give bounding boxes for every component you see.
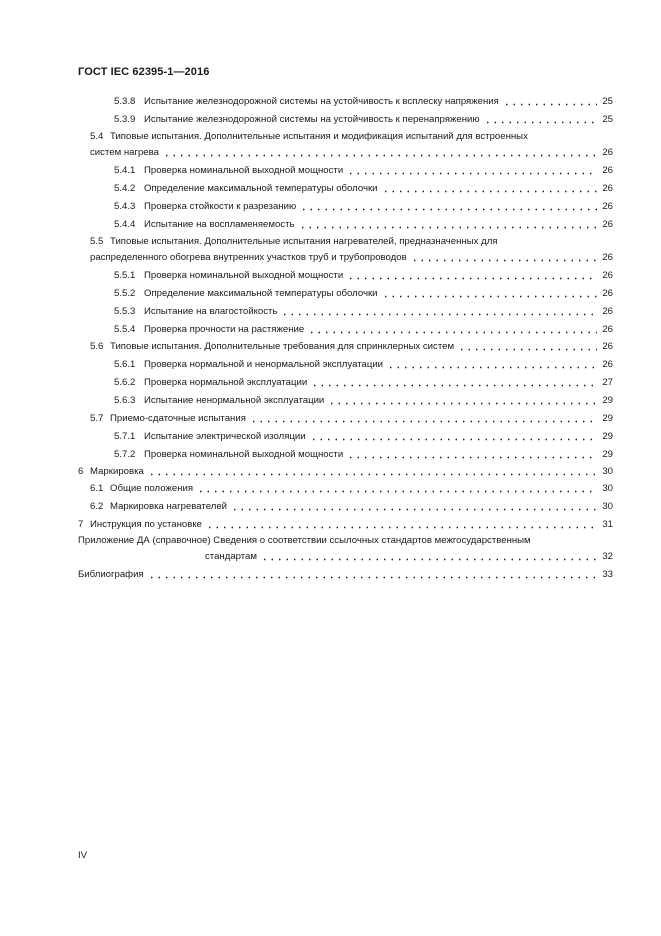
toc-entry-page: 29 <box>602 431 613 442</box>
dot-leader <box>197 490 597 493</box>
toc-entry-title: Маркировка <box>90 466 144 477</box>
dot-leader <box>250 420 597 423</box>
toc-entry[interactable] <box>90 481 613 495</box>
toc-entry-title: Определение максимальной температуры оболочки <box>144 183 378 194</box>
toc-entry-title: Испытание на воспламеняемость <box>144 219 295 230</box>
toc-entry-page: 26 <box>602 147 613 158</box>
toc-entry-title-continued: распределенного обогрева внутренних участков труб и трубопроводов <box>90 252 407 263</box>
toc-entry-page: 30 <box>602 483 613 494</box>
toc-entry-number: 5.6.3 <box>114 395 136 406</box>
toc-entry[interactable] <box>114 357 613 371</box>
document-header: ГОСТ IEC 62395-1—2016 <box>78 66 210 78</box>
dot-leader <box>299 226 598 229</box>
toc-entry-number: 7 <box>78 519 84 530</box>
toc-entry-number: 5.6 <box>90 341 104 352</box>
toc-entry-page: 26 <box>602 288 613 299</box>
toc-entry-number: 5.3.8 <box>114 96 136 107</box>
toc-entry-page: 31 <box>602 519 613 530</box>
toc-entry-number: 5.4.1 <box>114 165 136 176</box>
toc-entry-title: Проверка номинальной выходной мощности <box>144 449 344 460</box>
toc-entry[interactable] <box>114 429 613 443</box>
toc-entry-number: 5.5.4 <box>114 324 136 335</box>
toc-entry[interactable] <box>114 322 613 336</box>
toc-entry-title: Библиография <box>78 569 144 580</box>
page-number: IV <box>78 850 88 861</box>
toc-entry-title: Типовые испытания. Дополнительные испытания нагревателей, предназначенных для <box>110 236 498 247</box>
toc-entry-number: 5.6.2 <box>114 377 136 388</box>
toc-entry[interactable] <box>114 163 613 177</box>
toc-entry-page: 26 <box>602 183 613 194</box>
toc-entry-page: 27 <box>602 377 613 388</box>
toc-entry-title: Проверка нормальной и ненормальной эксплуатации <box>144 359 384 370</box>
dot-leader <box>261 558 597 561</box>
toc-entry-title: Приемо-сдаточные испытания <box>110 413 246 424</box>
dot-leader <box>347 172 597 175</box>
toc-entry-title: Испытание железнодорожной системы на устойчивость к всплеску напряжения <box>144 96 499 107</box>
dot-leader <box>458 348 597 351</box>
dot-leader <box>163 154 597 157</box>
dot-leader <box>347 456 597 459</box>
dot-leader <box>328 402 597 405</box>
toc-entry[interactable] <box>114 94 613 108</box>
toc-entry[interactable] <box>90 499 613 513</box>
toc-entry-title: Испытание на влагостойкость <box>144 306 278 317</box>
toc-entry-title: Инструкция по установке <box>90 519 202 530</box>
toc-entry-number: 5.7.1 <box>114 431 136 442</box>
toc-entry-number: 6.1 <box>90 483 104 494</box>
toc-entry-number: 5.4 <box>90 131 104 142</box>
dot-leader <box>311 384 597 387</box>
toc-entry[interactable] <box>114 199 613 213</box>
toc-entry-title: Приложение ДА (справочное) Сведения о соответствии ссылочных стандартов межгосударственным <box>78 535 531 546</box>
toc-entry[interactable] <box>114 393 613 407</box>
toc-entry-page: 26 <box>602 165 613 176</box>
toc-entry[interactable] <box>114 268 613 282</box>
toc-entry[interactable] <box>90 145 613 159</box>
toc-entry-title: Испытание ненормальной эксплуатации <box>144 395 325 406</box>
toc-entry-page: 26 <box>602 341 613 352</box>
toc-entry-page: 26 <box>602 270 613 281</box>
toc-entry-number: 5.7.2 <box>114 449 136 460</box>
toc-entry-first-line[interactable] <box>90 131 528 143</box>
toc-entry-title: Испытание железнодорожной системы на устойчивость к перенапряжению <box>144 114 480 125</box>
toc-entry[interactable] <box>114 181 613 195</box>
toc-entry[interactable] <box>114 447 613 461</box>
dot-leader <box>308 331 597 334</box>
toc-entry-title: Проверка стойкости к разрезанию <box>144 201 297 212</box>
toc-entry-title: Определение максимальной температуры оболочки <box>144 288 378 299</box>
dot-leader <box>484 121 597 124</box>
toc-entry-title: Типовые испытания. Дополнительные испытания и модификация испытаний для встроенных <box>110 131 528 142</box>
toc-entry-page: 26 <box>602 359 613 370</box>
toc-entry-title: Маркировка нагревателей <box>110 501 228 512</box>
dot-leader <box>382 190 597 193</box>
toc-entry-page: 25 <box>602 96 613 107</box>
toc-entry[interactable] <box>90 411 613 425</box>
dot-leader <box>310 438 597 441</box>
toc-entry-first-line[interactable] <box>90 236 498 248</box>
toc-entry-page: 26 <box>602 324 613 335</box>
toc-entry-title: Проверка нормальной эксплуатации <box>144 377 308 388</box>
toc-entry-number: 5.6.1 <box>114 359 136 370</box>
toc-entry-page: 26 <box>602 306 613 317</box>
toc-entry-title: Общие положения <box>110 483 194 494</box>
toc-entry-number: 5.7 <box>90 413 104 424</box>
dot-leader <box>347 277 597 280</box>
toc-entry-title-continued: стандартам <box>205 551 257 562</box>
toc-entry-page: 32 <box>602 551 613 562</box>
toc-entry-title: Проверка номинальной выходной мощности <box>144 165 344 176</box>
toc-entry-title: Проверка прочности на растяжение <box>144 324 305 335</box>
toc-entry-number: 5.5.1 <box>114 270 136 281</box>
toc-entry[interactable] <box>114 286 613 300</box>
toc-entry[interactable] <box>114 375 613 389</box>
toc-entry[interactable] <box>114 112 613 126</box>
dot-leader <box>387 366 597 369</box>
toc-entry-title: Проверка номинальной выходной мощности <box>144 270 344 281</box>
toc-entry-title: Типовые испытания. Дополнительные требования для спринклерных систем <box>110 341 455 352</box>
toc-entry-title: Испытание электрической изоляции <box>144 431 306 442</box>
toc-entry[interactable] <box>78 464 613 478</box>
toc-entry-title-continued: систем нагрева <box>90 147 159 158</box>
toc-entry[interactable] <box>205 549 613 563</box>
toc-entry[interactable] <box>78 517 613 531</box>
toc-entry-page: 29 <box>602 449 613 460</box>
toc-entry-number: 6 <box>78 466 84 477</box>
toc-entry-page: 29 <box>602 395 613 406</box>
dot-leader <box>206 526 597 529</box>
toc-entry-page: 30 <box>602 466 613 477</box>
dot-leader <box>231 508 597 511</box>
toc-entry-page: 26 <box>602 252 613 263</box>
toc-entry[interactable] <box>90 339 613 353</box>
toc-entry-number: 5.3.9 <box>114 114 136 125</box>
toc-entry-page: 29 <box>602 413 613 424</box>
dot-leader <box>148 473 597 476</box>
toc-entry-number: 5.4.4 <box>114 219 136 230</box>
dot-leader <box>382 295 597 298</box>
toc-entry[interactable] <box>114 217 613 231</box>
toc-entry-page: 25 <box>602 114 613 125</box>
dot-leader <box>281 313 597 316</box>
toc-entry-number: 5.5 <box>90 236 104 247</box>
toc-entry-page: 33 <box>602 569 613 580</box>
toc-entry[interactable] <box>90 250 613 264</box>
toc-entry-number: 5.5.2 <box>114 288 136 299</box>
toc-entry-first-line[interactable] <box>78 535 531 547</box>
toc-entry[interactable] <box>114 304 613 318</box>
toc-entry[interactable] <box>78 567 613 581</box>
dot-leader <box>411 259 597 262</box>
toc-entry-number: 5.5.3 <box>114 306 136 317</box>
toc-entry-number: 6.2 <box>90 501 104 512</box>
toc-entry-page: 30 <box>602 501 613 512</box>
dot-leader <box>148 576 597 579</box>
toc-entry-page: 26 <box>602 219 613 230</box>
dot-leader <box>503 103 597 106</box>
toc-entry-number: 5.4.2 <box>114 183 136 194</box>
dot-leader <box>300 208 597 211</box>
toc-entry-number: 5.4.3 <box>114 201 136 212</box>
toc-entry-page: 26 <box>602 201 613 212</box>
